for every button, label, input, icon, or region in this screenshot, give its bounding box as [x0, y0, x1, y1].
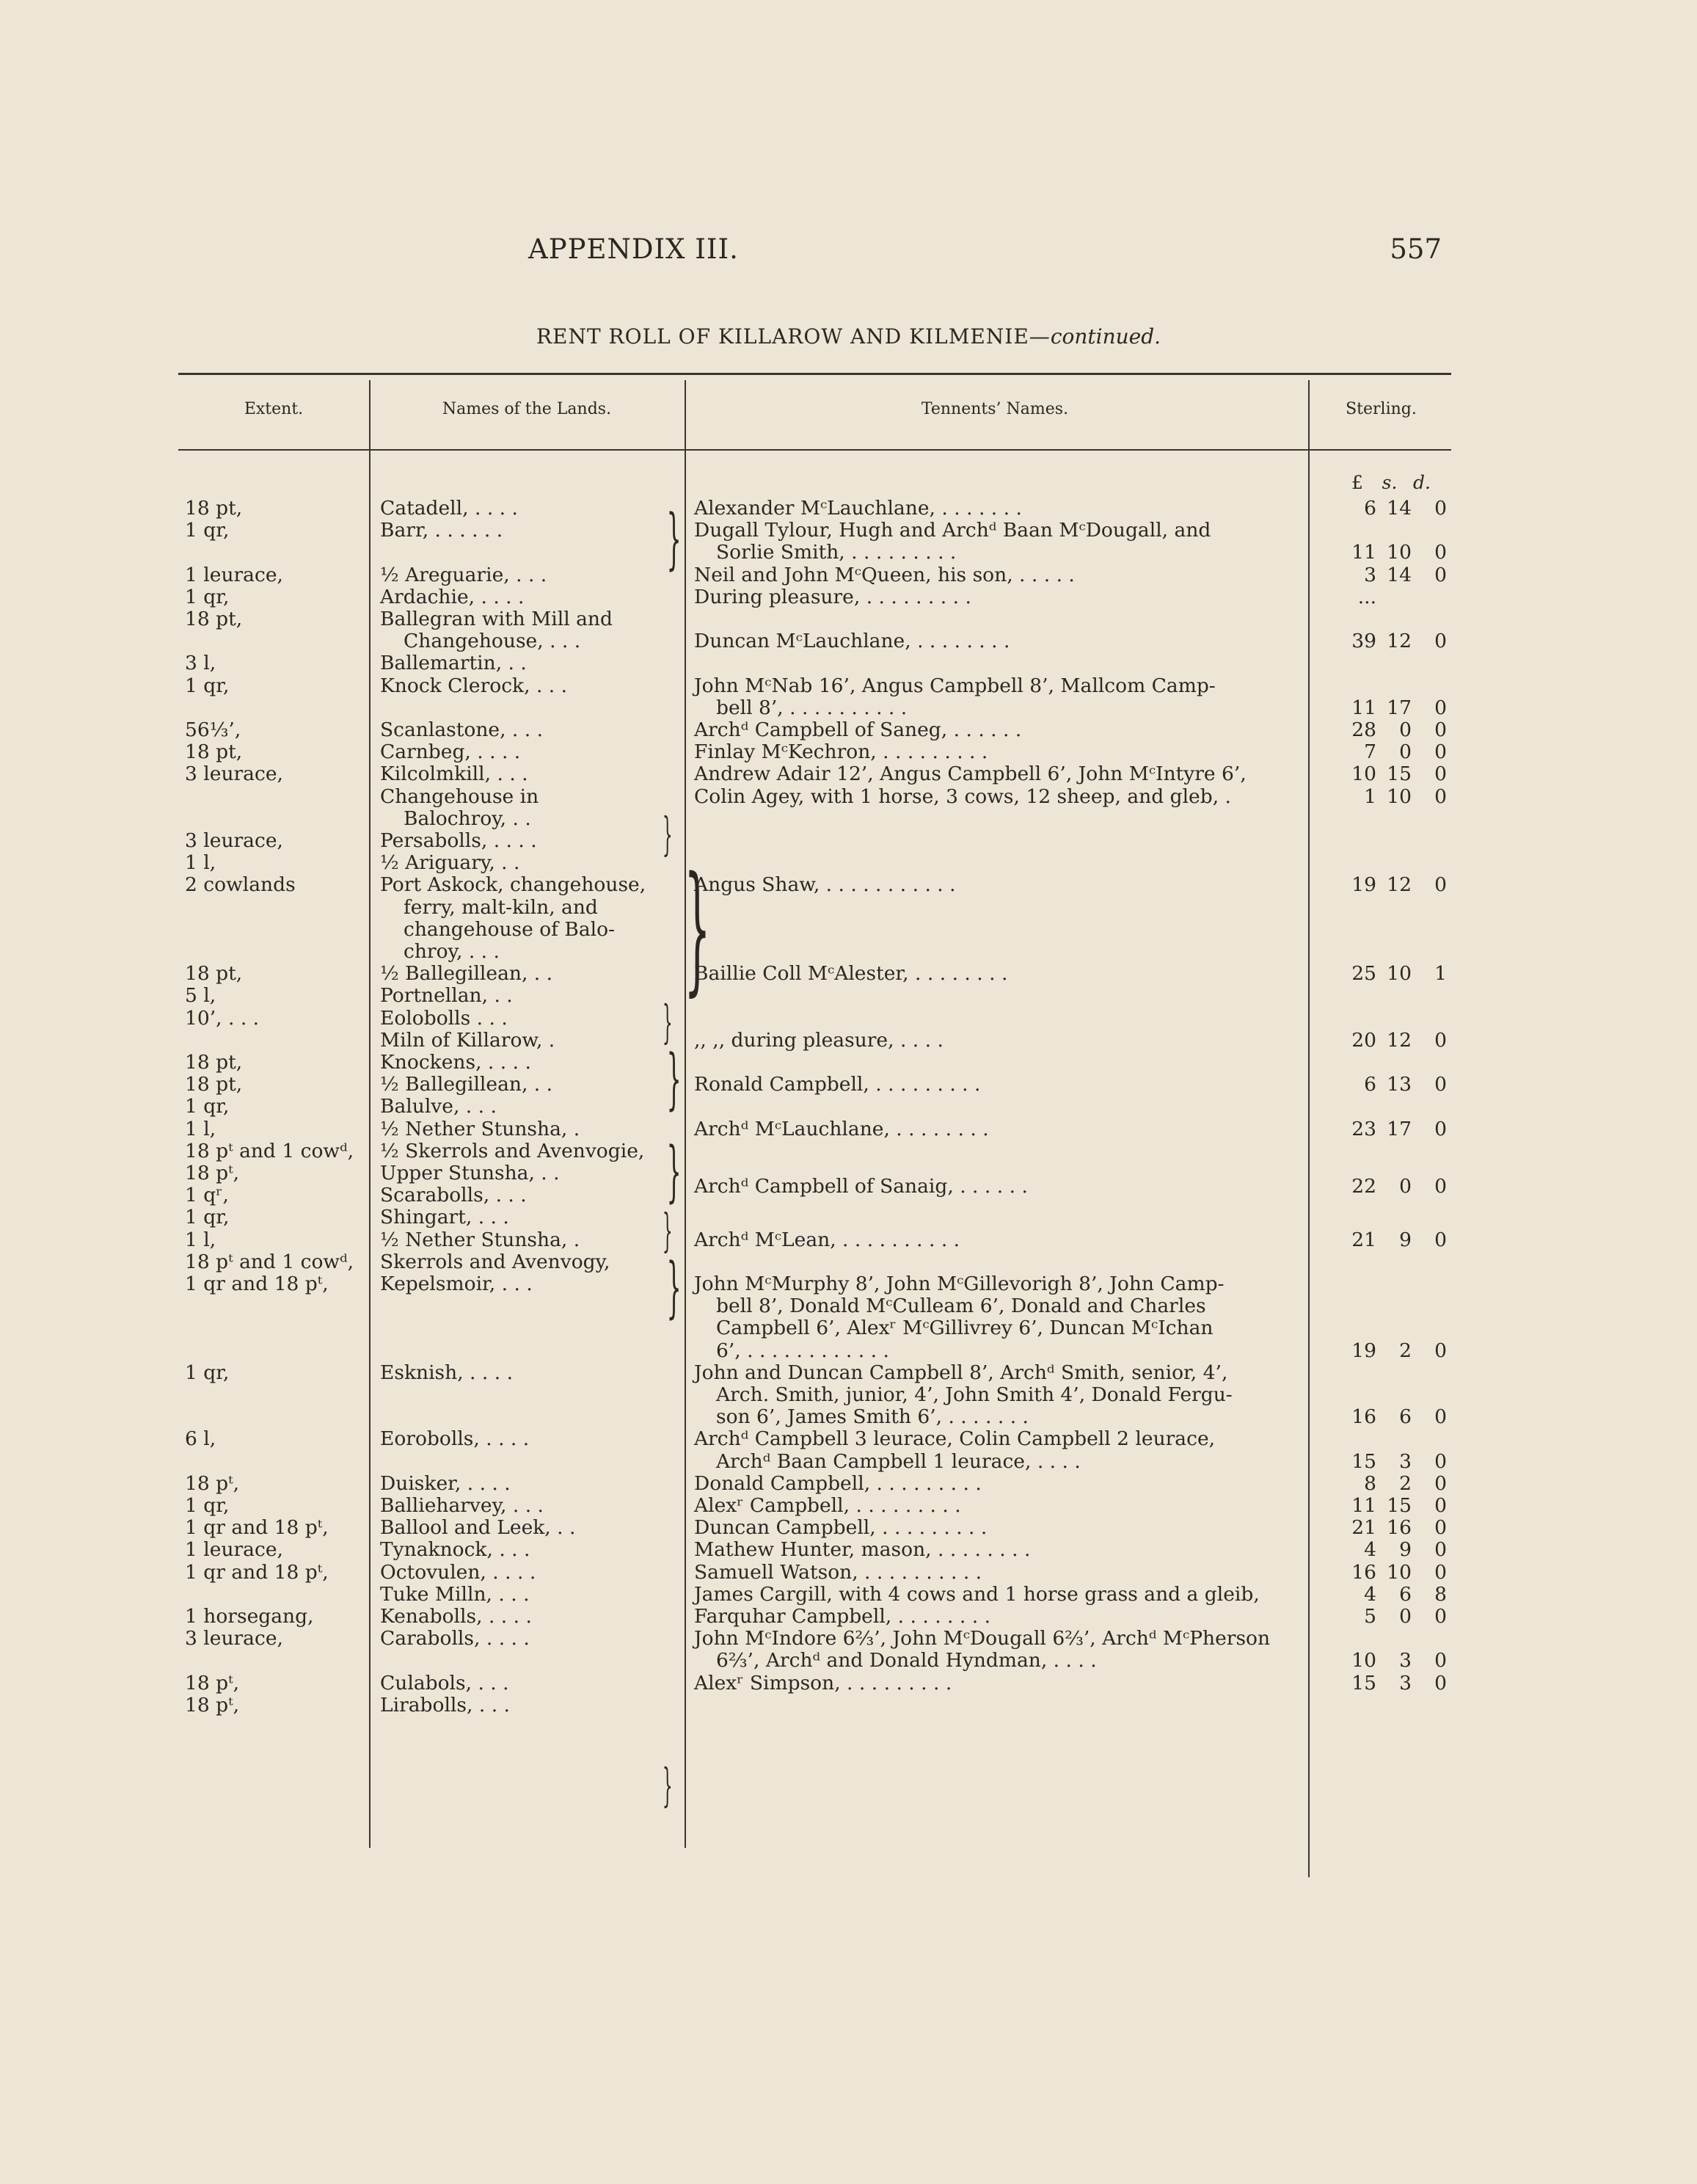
col-head-tenants: Tennents’ Names. [921, 400, 1069, 418]
land-name-cell: Tynaknock, . . . [380, 1538, 530, 1562]
currency-pence: d. [1413, 472, 1431, 493]
land-name-cell: Persabolls, . . . . [380, 829, 537, 852]
sterling-pounds: 11 [1351, 696, 1376, 719]
sterling-cell [1341, 719, 1451, 741]
sterling-pence: 1 [1434, 962, 1447, 986]
extent-cell: 18 pᵗ, [185, 1471, 240, 1495]
extent-cell: 18 pt, [185, 497, 243, 520]
sterling-pounds: 6 [1364, 497, 1376, 520]
col-head-lands: Names of the Lands. [442, 400, 612, 418]
land-name-cell: ferry, malt-kiln, and [404, 895, 598, 919]
tenant-cell: Andrew Adair 12’, Angus Campbell 6’, John MᶜIntyre 6’, [694, 762, 1247, 786]
extent-cell: 1 qr, [185, 585, 230, 608]
extent-cell: 3 leurace, [185, 762, 283, 786]
sterling-pounds: 21 [1351, 1228, 1376, 1251]
col-head-extent: Extent. [244, 400, 304, 418]
land-name-cell: Eorobolls, . . . . [380, 1427, 530, 1451]
land-name-cell: ½ Areguarie, . . . [380, 563, 547, 586]
extent-cell: 1 qʳ, [185, 1184, 229, 1207]
tenant-cell: Alexʳ Campbell, . . . . . . . . . [694, 1494, 961, 1517]
extent-cell: 2 cowlands [185, 873, 296, 897]
tenant-cell: John MᶜIndore 6⅔’, John MᶜDougall 6⅔’, Archᵈ MᶜPherson [694, 1627, 1271, 1650]
sterling-shillings: 10 [1387, 1560, 1412, 1584]
sterling-pounds: 15 [1351, 1671, 1376, 1695]
table-title-main: RENT ROLL OF KILLAROW AND KILMENIE— [536, 324, 1051, 349]
sterling-pence: 0 [1434, 1175, 1447, 1198]
land-name-cell: Kepelsmoir, . . . [380, 1273, 533, 1295]
sterling-shillings: 12 [1387, 1028, 1412, 1052]
land-name-cell: Barr, . . . . . . [380, 519, 503, 542]
sterling-shillings: 9 [1399, 1228, 1412, 1251]
land-name-cell: ½ Nether Stunsha, . [380, 1117, 580, 1140]
tenant-cell: John and Duncan Campbell 8’, Archᵈ Smith, senior, 4’, [694, 1361, 1228, 1384]
tenant-cell: Alexander MᶜLauchlane, . . . . . . . [694, 497, 1022, 520]
land-name-cell: Miln of Killarow, . [380, 1028, 555, 1052]
tenant-cell: Donald Campbell, . . . . . . . . . [694, 1471, 982, 1495]
sterling-pounds: 19 [1351, 1339, 1376, 1362]
brace-ballegran: } [666, 500, 682, 578]
tenant-cell: ,, ,, during pleasure, . . . . [694, 1028, 944, 1052]
extent-cell: 1 l, [185, 851, 216, 875]
extent-cell: 18 pᵗ, [185, 1693, 240, 1717]
extent-cell: 1 qr and 18 pᵗ, [185, 1273, 329, 1295]
tenant-cell: Angus Shaw, . . . . . . . . . . . [694, 873, 956, 897]
extent-cell: 1 l, [185, 1228, 216, 1251]
sterling-cell [1341, 1517, 1451, 1539]
land-name-cell: ½ Ballegillean, . . [380, 962, 553, 986]
tenant-cell: John MᶜNab 16’, Angus Campbell 8’, Mallcom Camp- [694, 674, 1216, 697]
sterling-cell [1341, 1118, 1451, 1140]
land-name-cell: ½ Skerrols and Avenvogie, [380, 1139, 645, 1162]
sterling-pounds: 11 [1351, 541, 1376, 564]
sterling-shillings: 6 [1399, 1405, 1412, 1429]
sterling-shillings: 10 [1387, 541, 1412, 564]
sterling-pounds: 22 [1351, 1175, 1376, 1198]
land-name-cell: Changehouse in [380, 785, 539, 808]
tenant-cell: Duncan MᶜLauchlane, . . . . . . . . [694, 630, 1010, 653]
tenant-cell: Archᵈ Campbell 3 leurace, Colin Campbell 2 leurace, [694, 1427, 1216, 1451]
running-title: APPENDIX III. [528, 233, 739, 265]
table-top-rule [178, 373, 1451, 375]
extent-cell: 18 pt, [185, 962, 243, 986]
extent-cell: 1 qr and 18 pᵗ, [185, 1560, 329, 1584]
sterling-shillings: 6 [1399, 1582, 1412, 1606]
tenant-cell: Farquhar Campbell, . . . . . . . . [694, 1605, 991, 1628]
extent-cell: 18 pᵗ, [185, 1162, 240, 1184]
currency-shillings: s. [1382, 472, 1398, 493]
sterling-cell [1341, 564, 1451, 586]
col-divider-1 [369, 380, 371, 1848]
sterling-pence: 0 [1434, 1494, 1447, 1517]
land-name-cell: Culabols, . . . [380, 1671, 509, 1695]
sterling-pence: 0 [1434, 762, 1447, 786]
sterling-pence: 0 [1434, 696, 1447, 719]
extent-cell: 3 l, [185, 652, 216, 675]
extent-cell: 56⅓’, [185, 718, 241, 741]
brace-balulve: } [666, 1133, 682, 1210]
page-number: 557 [1390, 233, 1442, 265]
sterling-cell [1341, 1451, 1451, 1473]
tenant-cell: Sorlie Smith, . . . . . . . . . [716, 541, 957, 564]
sterling-pence: 0 [1434, 1449, 1447, 1473]
sterling-pence: 0 [1434, 1538, 1447, 1562]
extent-cell: 18 pt, [185, 1051, 243, 1074]
sterling-shillings: 15 [1387, 762, 1412, 786]
sterling-shillings: 14 [1387, 563, 1412, 586]
table-title-suffix: continued. [1050, 324, 1161, 349]
extent-cell: 6 l, [185, 1427, 216, 1451]
sterling-shillings: 2 [1399, 1339, 1412, 1362]
sterling-cell [1341, 498, 1451, 520]
sterling-shillings: 14 [1387, 497, 1412, 520]
sterling-shillings: 3 [1399, 1649, 1412, 1672]
sterling-shillings: 3 [1399, 1449, 1412, 1473]
land-name-cell: Portnellan, . . [380, 984, 513, 1008]
sterling-pence: 8 [1434, 1582, 1447, 1606]
sterling-pounds: 1 [1364, 785, 1376, 808]
sterling-pence: 0 [1434, 1228, 1447, 1251]
land-name-cell: chroy, . . . [404, 940, 500, 963]
tenant-cell: Samuell Watson, . . . . . . . . . . [694, 1560, 982, 1584]
sterling-pence: 0 [1434, 718, 1447, 741]
land-name-cell: Eolobolls . . . [380, 1006, 508, 1030]
land-name-cell: Kenabolls, . . . . [380, 1605, 532, 1628]
extent-cell: 1 qr, [185, 674, 230, 697]
land-name-cell: Lirabolls, . . . [380, 1693, 510, 1717]
tenant-cell: Archᵈ Campbell of Saneg, . . . . . . [694, 718, 1022, 741]
sterling-cell [1341, 874, 1451, 896]
extent-cell: 18 pt, [185, 608, 243, 630]
sterling-shillings: 2 [1399, 1471, 1412, 1495]
sterling-pounds: 25 [1351, 962, 1376, 986]
sterling-cell [1341, 763, 1451, 785]
tenant-cell: Baillie Coll MᶜAlester, . . . . . . . . [694, 962, 1008, 986]
land-name-cell: Skerrols and Avenvogy, [380, 1250, 610, 1273]
sterling-pence: 0 [1434, 740, 1447, 764]
land-name-cell: Ballool and Leek, . . [380, 1516, 576, 1540]
currency-pounds: £ [1351, 472, 1363, 493]
extent-cell: 18 pt, [185, 1073, 243, 1096]
sterling-cell [1341, 786, 1451, 808]
sterling-pence: 0 [1434, 1471, 1447, 1495]
sterling-cell [1341, 1406, 1451, 1428]
land-name-cell: Port Askock, changehouse, [380, 873, 646, 897]
brace-portaskock: } [684, 847, 711, 1009]
land-name-cell: Balochroy, . . [404, 807, 531, 830]
sterling-shillings: 0 [1399, 1175, 1412, 1198]
sterling-pence: 0 [1434, 873, 1447, 897]
land-name-cell: Ballemartin, . . [380, 652, 527, 675]
extent-cell: 1 qr, [185, 1095, 230, 1118]
tenant-cell: bell 8’, Donald MᶜCulleam 6’, Donald and Charles [716, 1295, 1206, 1318]
brace-ballegillean: } [662, 995, 673, 1049]
brace-balochroy: } [662, 807, 673, 861]
sterling-pence: 0 [1434, 1605, 1447, 1628]
land-name-cell: Knock Clerock, . . . [380, 674, 568, 697]
land-name-cell: Carnbeg, . . . . [380, 740, 521, 764]
extent-cell: 1 qr, [185, 519, 230, 542]
sterling-shillings: 0 [1399, 740, 1412, 764]
col-head-sterling: Sterling. [1346, 400, 1417, 418]
sterling-pounds: 28 [1351, 718, 1376, 741]
sterling-shillings: 12 [1387, 630, 1412, 653]
sterling-pounds: 20 [1351, 1028, 1376, 1052]
sterling-pounds: 10 [1351, 762, 1376, 786]
tenant-cell: Alexʳ Simpson, . . . . . . . . . [694, 1671, 952, 1695]
sterling-cell [1341, 1030, 1451, 1052]
tenant-cell: John MᶜMurphy 8’, John MᶜGillevorigh 8’, John Camp- [694, 1273, 1225, 1295]
sterling-pence: 0 [1434, 1560, 1447, 1584]
extent-cell: 3 leurace, [185, 829, 283, 852]
brace-eolobolls: } [666, 1041, 682, 1118]
sterling-pounds: 39 [1351, 630, 1376, 653]
sterling-shillings: 15 [1387, 1494, 1412, 1517]
sterling-pounds: 10 [1351, 1649, 1376, 1672]
sterling-cell [1341, 1340, 1451, 1362]
sterling-cell [1341, 741, 1451, 763]
tenant-cell: Neil and John MᶜQueen, his son, . . . . . [694, 563, 1075, 586]
currency-header [1341, 472, 1438, 493]
land-name-cell: Catadell, . . . . [380, 497, 518, 520]
land-name-cell: Upper Stunsha, . . [380, 1162, 560, 1184]
tenant-cell: James Cargill, with 4 cows and 1 horse grass and a gleib, [694, 1582, 1260, 1606]
sterling-pence: 0 [1434, 1117, 1447, 1140]
tenant-cell: Finlay MᶜKechron, . . . . . . . . . [694, 740, 988, 764]
sterling-cell [1341, 1584, 1451, 1606]
sterling-pounds: 11 [1351, 1494, 1376, 1517]
extent-cell: 18 pᵗ, [185, 1671, 240, 1695]
sterling-pence: 0 [1434, 785, 1447, 808]
extent-cell: 18 pt, [185, 740, 243, 764]
sterling-pence: 0 [1434, 541, 1447, 564]
tenant-cell: Duncan Campbell, . . . . . . . . . [694, 1516, 988, 1540]
sterling-pence: 0 [1434, 563, 1447, 586]
land-name-cell: Ardachie, . . . . [380, 585, 525, 608]
sterling-shillings: 10 [1387, 785, 1412, 808]
col-divider-3 [1308, 380, 1310, 1877]
extent-cell: 1 leurace, [185, 1538, 283, 1562]
sterling-pounds: 23 [1351, 1117, 1376, 1140]
sterling-pounds: 6 [1364, 1073, 1376, 1096]
sterling-pence: 0 [1434, 497, 1447, 520]
sterling-pence: 0 [1434, 1671, 1447, 1695]
land-name-cell: Ballegran with Mill and [380, 608, 613, 630]
sterling-pounds: ... [1357, 585, 1376, 608]
sterling-cell [1341, 1176, 1451, 1198]
col-divider-2 [685, 380, 686, 1848]
extent-cell: 1 qr, [185, 1206, 230, 1229]
sterling-cell [1341, 1074, 1451, 1096]
sterling-shillings: 16 [1387, 1516, 1412, 1540]
land-name-cell: Balulve, . . . [380, 1095, 497, 1118]
sterling-pence: 0 [1434, 1405, 1447, 1429]
tenant-cell: Archᵈ MᶜLauchlane, . . . . . . . . [694, 1117, 989, 1140]
sterling-pounds: 7 [1364, 740, 1376, 764]
land-name-cell: changehouse of Balo- [404, 917, 616, 941]
page-header [0, 233, 1697, 277]
sterling-cell [1341, 1539, 1451, 1561]
land-name-cell: Ballieharvey, . . . [380, 1494, 544, 1517]
extent-cell: 1 qr, [185, 1361, 230, 1384]
extent-cell: 1 horsegang, [185, 1605, 314, 1628]
land-name-cell: Changehouse, . . . [404, 630, 581, 653]
brace-upper-stunsha: } [662, 1204, 673, 1257]
sterling-cell [1341, 697, 1451, 719]
land-name-cell: Esknish, . . . . [380, 1361, 514, 1384]
sterling-pounds: 16 [1351, 1405, 1376, 1429]
sterling-shillings: 17 [1387, 696, 1412, 719]
sterling-pence: 0 [1434, 630, 1447, 653]
sterling-pence: 0 [1434, 1649, 1447, 1672]
sterling-cell [1341, 542, 1451, 564]
sterling-cell [1341, 1495, 1451, 1517]
sterling-pence: 0 [1434, 1028, 1447, 1052]
tenant-cell: Archᵈ MᶜLean, . . . . . . . . . . [694, 1228, 960, 1251]
sterling-cell [1341, 963, 1451, 985]
table-title [0, 324, 1697, 349]
sterling-pounds: 8 [1364, 1471, 1376, 1495]
sterling-pence: 0 [1434, 1339, 1447, 1362]
sterling-shillings: 12 [1387, 873, 1412, 897]
extent-cell: 10’, . . . [185, 1006, 260, 1030]
sterling-pounds: 3 [1364, 563, 1376, 586]
sterling-cell [1341, 1562, 1451, 1584]
sterling-shillings: 17 [1387, 1117, 1412, 1140]
land-name-cell: Knockens, . . . . [380, 1051, 531, 1074]
extent-cell: 1 qr, [185, 1494, 230, 1517]
land-name-cell: Scarabolls, . . . [380, 1184, 527, 1207]
land-name-cell: ½ Nether Stunsha, . [380, 1228, 580, 1251]
sterling-pounds: 4 [1364, 1582, 1376, 1606]
extent-cell: 1 qr and 18 pᵗ, [185, 1516, 329, 1540]
tenant-cell: 6⅔’, Archᵈ and Donald Hyndman, . . . . [716, 1649, 1097, 1672]
tenant-cell: During pleasure, . . . . . . . . . [694, 585, 971, 608]
sterling-pence: 0 [1434, 1516, 1447, 1540]
sterling-pounds: 15 [1351, 1449, 1376, 1473]
sterling-cell [1341, 1473, 1451, 1495]
sterling-cell [1341, 1650, 1451, 1672]
sterling-shillings: 13 [1387, 1073, 1412, 1096]
land-name-cell: Shingart, . . . [380, 1206, 509, 1229]
sterling-pounds: 19 [1351, 873, 1376, 897]
sterling-pounds: 5 [1364, 1605, 1376, 1628]
extent-cell: 1 l, [185, 1117, 216, 1140]
extent-cell: 3 leurace, [185, 1627, 283, 1650]
sterling-shillings: 0 [1399, 1605, 1412, 1628]
extent-cell: 1 leurace, [185, 563, 283, 586]
sterling-pence: 0 [1434, 1073, 1447, 1096]
land-name-cell: Carabolls, . . . . [380, 1627, 530, 1650]
tenant-cell: 6’, . . . . . . . . . . . . [716, 1339, 889, 1362]
extent-cell: 18 pᵗ and 1 cowᵈ, [185, 1139, 354, 1162]
tenant-cell: Archᵈ Baan Campbell 1 leurace, . . . . [716, 1449, 1081, 1473]
tenant-cell: Campbell 6’, Alexʳ MᶜGillivrey 6’, Duncan MᶜIchan [716, 1317, 1214, 1340]
land-name-cell: Scanlastone, . . . [380, 718, 544, 741]
sterling-shillings: 3 [1399, 1671, 1412, 1695]
tenant-cell: Colin Agey, with 1 horse, 3 cows, 12 sheep, and gleb, . [694, 785, 1231, 808]
tenant-cell: Archᵈ Campbell of Sanaig, . . . . . . [694, 1175, 1028, 1198]
brace-shingart: } [666, 1249, 682, 1326]
sterling-shillings: 9 [1399, 1538, 1412, 1562]
sterling-cell [1341, 1229, 1451, 1251]
sterling-cell [1341, 1672, 1451, 1695]
land-name-cell: Octovulen, . . . . [380, 1560, 536, 1584]
tenant-cell: son 6’, James Smith 6’, . . . . . . . [716, 1405, 1029, 1429]
land-name-cell: Duisker, . . . . [380, 1471, 511, 1495]
extent-cell: 18 pᵗ and 1 cowᵈ, [185, 1250, 354, 1273]
sterling-cell [1341, 630, 1451, 652]
tenant-cell: Ronald Campbell, . . . . . . . . . [694, 1073, 981, 1096]
tenant-cell: Dugall Tylour, Hugh and Archᵈ Baan MᶜDougall, and [694, 519, 1211, 542]
land-name-cell: Tuke Milln, . . . [380, 1582, 530, 1606]
land-name-cell: ½ Ariguary, . . [380, 851, 520, 875]
sterling-shillings: 0 [1399, 718, 1412, 741]
tenant-cell: Mathew Hunter, mason, . . . . . . . . [694, 1538, 1031, 1562]
brace-culabols: } [662, 1758, 673, 1812]
sterling-pounds: 16 [1351, 1560, 1376, 1584]
extent-cell: 5 l, [185, 984, 216, 1008]
sterling-cell [1341, 1606, 1451, 1628]
sterling-shillings: 10 [1387, 962, 1412, 986]
tenant-cell: Arch. Smith, junior, 4’, John Smith 4’, Donald Fergu- [716, 1383, 1233, 1406]
sterling-pounds: 21 [1351, 1516, 1376, 1540]
sterling-pounds: 4 [1364, 1538, 1376, 1562]
land-name-cell: ½ Ballegillean, . . [380, 1073, 553, 1096]
land-name-cell: Kilcolmkill, . . . [380, 762, 528, 786]
tenant-cell: bell 8’, . . . . . . . . . . [716, 696, 908, 719]
sterling-cell [1341, 586, 1451, 608]
